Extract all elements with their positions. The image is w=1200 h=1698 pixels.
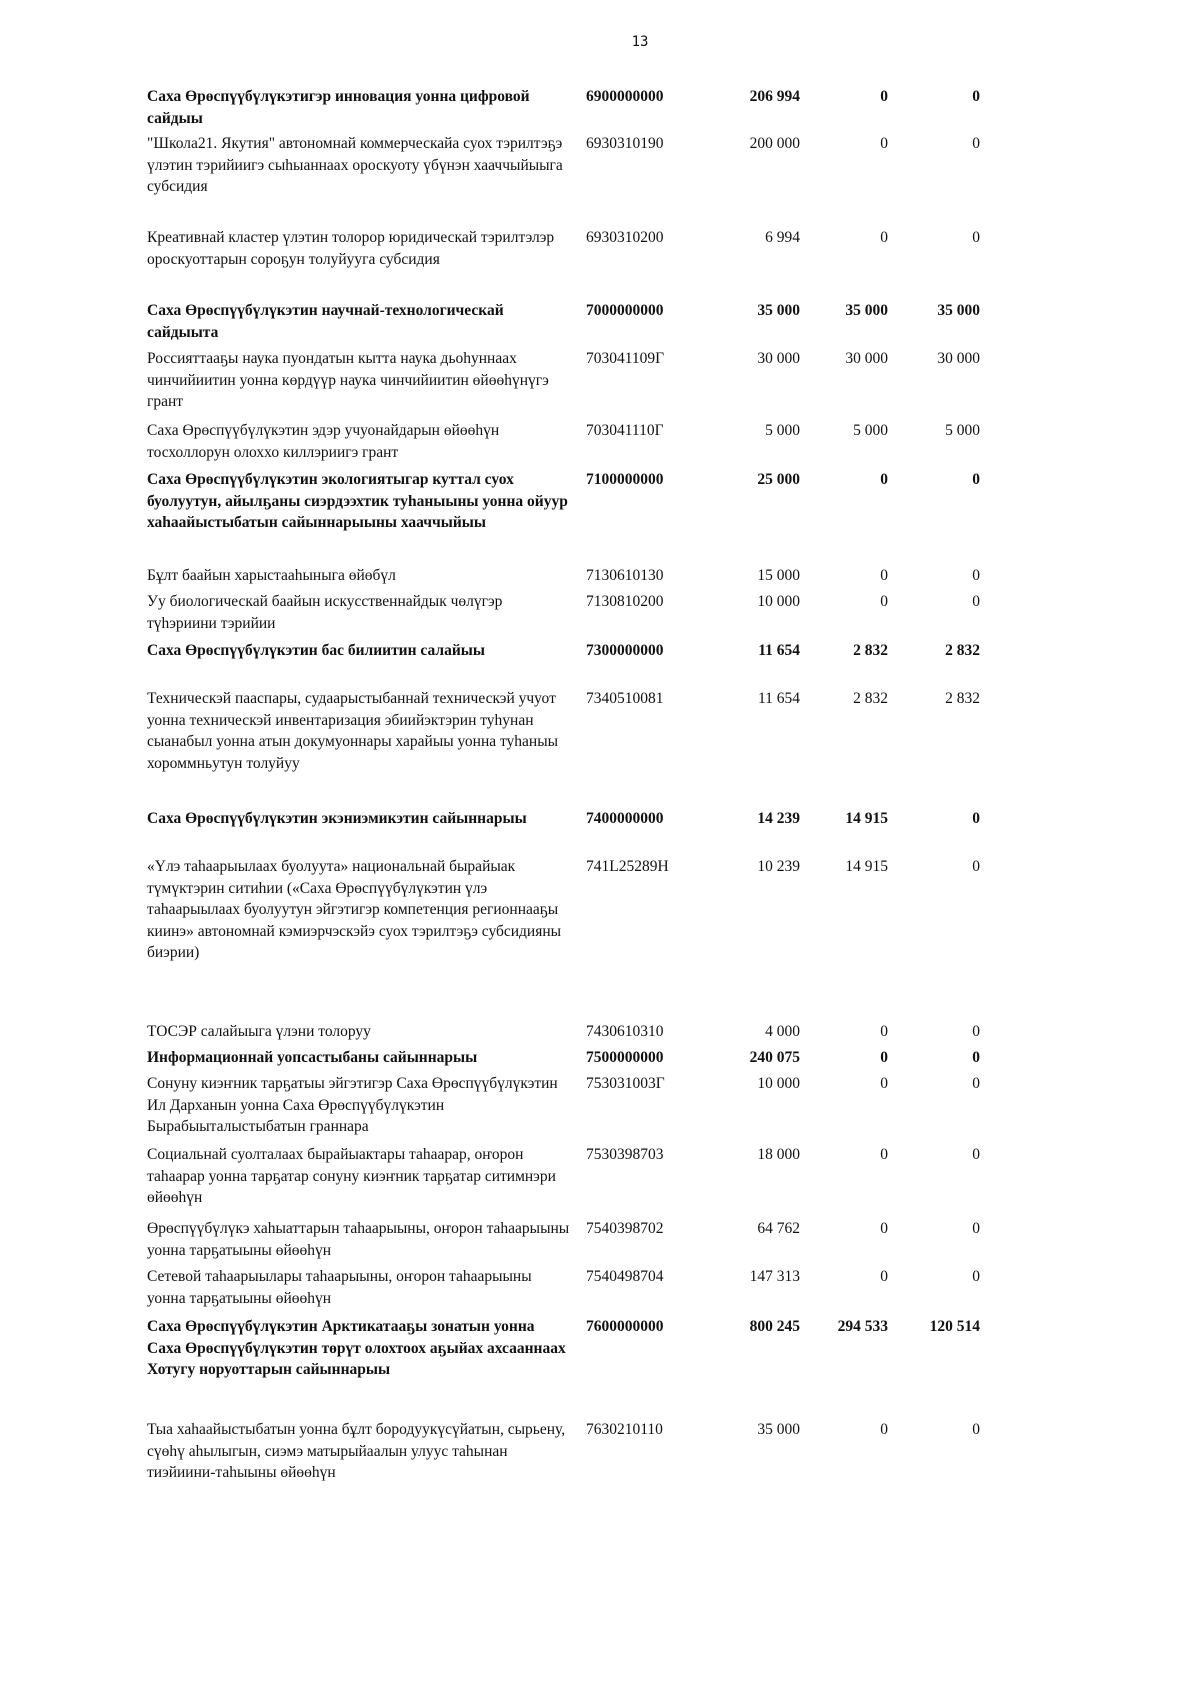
row-name: Саха Өрөспүүбүлүкэтин экэниэмикэтин сайыннарыы — [147, 810, 527, 827]
row-value-1: 10 000 — [757, 593, 800, 610]
row-value-3: 0 — [972, 135, 980, 152]
row-value-2: 30 000 — [845, 350, 888, 367]
row-value-2: 0 — [880, 229, 888, 246]
row-name: Сонуну киэҥник тарҕатыы эйгэтигэр Саха Өрөспүүбүлүкэтин Ил Дарханын уонна Саха Өрөспүүбүлүкэтин Бырабыыталыстыбатын граннара — [147, 1075, 558, 1135]
row-value-2: 5 000 — [853, 422, 888, 439]
row-code: 7430610310 — [586, 1023, 664, 1040]
row-name: Саха Өрөспүүбүлүкэтин научнай-технологическай сайдыыта — [147, 302, 504, 341]
row-code: 7100000000 — [586, 471, 664, 488]
row-code: 7540498704 — [586, 1268, 664, 1285]
row-name: Техническэй пааспары, судаарыстыбаннай техническэй учуот уонна техническэй инвентаризация эбиийэктэрин туһунан сыанабыл уонна атын докумуоннары харайыы уонна туһаныы хороммньутун толуйуу — [147, 690, 559, 772]
row-value-1: 10 239 — [757, 858, 800, 875]
row-value-3: 5 000 — [945, 422, 980, 439]
row-name: Саха Өрөспүүбүлүкэтин бас билиитин салайыы — [147, 642, 485, 659]
row-code: 7540398702 — [586, 1220, 664, 1237]
row-value-3: 0 — [972, 88, 980, 105]
row-name: Социальнай суолталаах бырайыактары таһаарар, оҥорон таһаарар уонна тарҕатар сонуну киэҥник тарҕатар ситимнэри өйөөһүн — [147, 1146, 556, 1206]
row-name: Креативнай кластер үлэтин толорор юридическай тэрилтэлэр ороскуоттарын сороҕун толуйууга субсидия — [147, 229, 555, 268]
row-value-3: 0 — [972, 567, 980, 584]
row-code: 7130610130 — [586, 567, 664, 584]
row-value-1: 18 000 — [757, 1146, 800, 1163]
row-code: 7000000000 — [586, 302, 664, 319]
row-name: Саха Өрөспүүбүлүкэтин Арктикатааҕы зонатын уонна Саха Өрөспүүбүлүкэтин төрүт олохтоох аҕыйах ахсааннаах Хотугу норуоттарын сайыннарыы — [147, 1318, 566, 1378]
row-code: 741L25289Н — [586, 858, 669, 875]
row-value-3: 0 — [972, 810, 980, 827]
row-value-3: 0 — [972, 1023, 980, 1040]
row-code: 7400000000 — [586, 810, 664, 827]
row-value-1: 30 000 — [757, 350, 800, 367]
row-value-2: 14 915 — [845, 810, 888, 827]
row-value-1: 11 654 — [757, 690, 800, 707]
row-value-2: 0 — [880, 1146, 888, 1163]
row-code: 7630210110 — [586, 1421, 663, 1438]
row-value-1: 25 000 — [757, 471, 800, 488]
row-value-3: 0 — [972, 593, 980, 610]
row-value-1: 14 239 — [757, 810, 800, 827]
row-value-3: 120 514 — [929, 1318, 980, 1335]
row-name: Уу биологическай баайын искусственнайдык чөлүгэр түһэриини тэрийии — [147, 593, 503, 632]
row-value-1: 10 000 — [757, 1075, 800, 1092]
row-value-2: 0 — [880, 1049, 888, 1066]
row-value-1: 206 994 — [749, 88, 800, 105]
row-code: 753031003Г — [586, 1075, 665, 1092]
row-code: 7130810200 — [586, 593, 664, 610]
row-name: Саха Өрөспүүбүлүкэтин эдэр учуонайдарын өйөөһүн тосхоллорун олоххо киллэриигэ грант — [147, 422, 500, 461]
row-value-3: 0 — [972, 1421, 980, 1438]
row-value-2: 2 832 — [853, 642, 888, 659]
row-value-3: 30 000 — [937, 350, 980, 367]
row-value-3: 0 — [972, 1075, 980, 1092]
row-value-2: 2 832 — [853, 690, 888, 707]
row-code: 7600000000 — [586, 1318, 664, 1335]
row-value-2: 0 — [880, 88, 888, 105]
row-value-1: 35 000 — [757, 1421, 800, 1438]
row-value-2: 0 — [880, 471, 888, 488]
row-value-2: 294 533 — [837, 1318, 888, 1335]
row-name: Сетевой таһаарыылары таһаарыыны, оҥорон таһаарыыны уонна тарҕатыыны өйөөһүн — [147, 1268, 532, 1307]
row-value-1: 11 654 — [758, 642, 800, 659]
row-name: "Школа21. Якутия" автономнай коммерческайа суох тэрилтэҕэ үлэтин тэрийиигэ сыһыаннаах ороскуоту үбүнэн хааччыйыыга субсидия — [147, 135, 563, 195]
row-name: Саха Өрөспүүбүлүкэтигэр инновация уонна цифровой сайдыы — [147, 88, 530, 127]
row-code: 7500000000 — [586, 1049, 664, 1066]
row-code: 6930310200 — [586, 229, 664, 246]
row-code: 7340510081 — [586, 690, 664, 707]
row-value-2: 0 — [880, 1421, 888, 1438]
row-value-1: 200 000 — [749, 135, 800, 152]
row-value-1: 5 000 — [765, 422, 800, 439]
row-value-2: 14 915 — [845, 858, 888, 875]
row-value-3: 0 — [972, 858, 980, 875]
row-name: «Үлэ таһаарыылаах буолуута» национальнай бырайыак түмүктэрин ситиһии («Саха Өрөспүүбүлүкэтин үлэ таһаарыылаах буолуутун эйгэтигэр компетенция регионнааҕы киинэ» автономнай кэмиэрчэскэйэ суох тэрилтэҕэ субсидияны биэрии) — [147, 858, 562, 961]
row-name: Өрөспүүбүлүкэ хаһыаттарын таһаарыыны, оҥорон таһаарыыны уонна тарҕатыыны өйөөһүн — [147, 1220, 570, 1259]
row-value-1: 4 000 — [765, 1023, 800, 1040]
row-value-3: 2 832 — [945, 690, 980, 707]
row-value-1: 147 313 — [749, 1268, 800, 1285]
row-code: 6930310190 — [586, 135, 664, 152]
row-code: 703041109Г — [586, 350, 665, 367]
row-value-3: 0 — [972, 1146, 980, 1163]
page-number: 13 — [631, 34, 649, 50]
row-value-1: 240 075 — [749, 1049, 800, 1066]
row-value-1: 35 000 — [757, 302, 800, 319]
row-value-2: 0 — [880, 135, 888, 152]
row-value-3: 2 832 — [945, 642, 980, 659]
row-name: Информационнай уопсастыбаны сайыннарыы — [147, 1049, 478, 1066]
row-name: Бұлт баайын харыстааһыныга өйөбүл — [147, 567, 396, 584]
row-value-3: 0 — [972, 1049, 980, 1066]
row-name: Россияттааҕы наука пуондатын кытта наука дьоһуннаах чинчийиитин уонна көрдүүр наука чинчийиитин өйөөһүнүгэ грант — [147, 350, 549, 410]
row-value-3: 0 — [972, 1220, 980, 1237]
row-value-2: 0 — [880, 567, 888, 584]
row-value-1: 800 245 — [749, 1318, 800, 1335]
row-value-2: 0 — [880, 1075, 888, 1092]
row-code: 703041110Г — [586, 422, 664, 439]
row-code: 7300000000 — [586, 642, 664, 659]
row-value-2: 0 — [880, 1023, 888, 1040]
row-code: 7530398703 — [586, 1146, 664, 1163]
row-value-2: 0 — [880, 1268, 888, 1285]
row-name: Тыа хаһаайыстыбатын уонна бұлт бородуукүсүйатын, сырьену, сүөһү аһылыгын, сиэмэ матырыйаалын улуус таһынан тиэйиини-таһыыны өйөөһүн — [147, 1421, 566, 1481]
row-value-2: 0 — [880, 1220, 888, 1237]
row-code: 6900000000 — [586, 88, 664, 105]
row-value-3: 0 — [972, 471, 980, 488]
row-value-3: 0 — [972, 1268, 980, 1285]
row-value-1: 64 762 — [757, 1220, 800, 1237]
row-value-2: 35 000 — [845, 302, 888, 319]
row-value-1: 15 000 — [757, 567, 800, 584]
row-name: Саха Өрөспүүбүлүкэтин экологиятыгар куттал суох буолуутун, айылҕаны сиэрдээхтик туһаныыны уонна ойуур хаһаайыстыбатын сайыннарыыны хааччыйыы — [147, 471, 568, 531]
row-name: ТОСЭР салайыыга үлэни толоруу — [147, 1023, 371, 1040]
row-value-2: 0 — [880, 593, 888, 610]
row-value-1: 6 994 — [765, 229, 800, 246]
row-value-3: 35 000 — [937, 302, 980, 319]
row-value-3: 0 — [972, 229, 980, 246]
